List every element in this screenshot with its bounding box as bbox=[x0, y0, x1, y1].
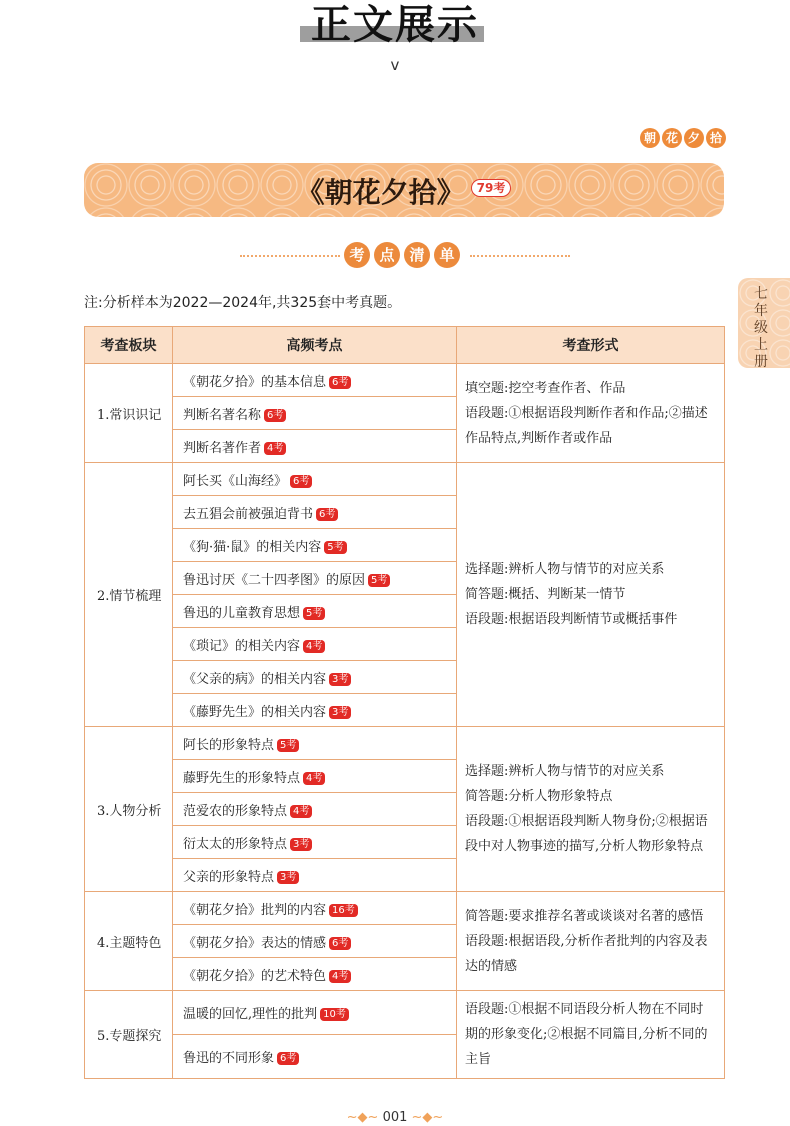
exam-point-cell bbox=[173, 463, 457, 496]
chevron-down-icon: v bbox=[390, 56, 400, 74]
section-heading-char: 单 bbox=[434, 242, 460, 268]
exam-form-line: 语段题:根据语段判断情节或概括事件 bbox=[465, 612, 678, 627]
exam-form-line: 选择题:辨析人物与情节的对应关系 bbox=[465, 562, 665, 577]
exam-form-cell bbox=[457, 991, 725, 1079]
exam-point-cell bbox=[173, 925, 457, 958]
table-row bbox=[85, 727, 725, 760]
exam-point-cell bbox=[173, 958, 457, 991]
exam-point-text: 《狗·猫·鼠》的相关内容 bbox=[183, 539, 322, 555]
exam-count-badge: 5考 bbox=[324, 541, 346, 554]
corner-tag-char: 拾 bbox=[706, 128, 726, 148]
exam-count-badge: 6考 bbox=[264, 409, 286, 422]
exam-point-cell bbox=[173, 892, 457, 925]
book-title: 《朝花夕拾》 bbox=[296, 176, 465, 209]
exam-form-line: 语段题:根据语段,分析作者批判的内容及表达的情感 bbox=[465, 933, 708, 974]
exam-form-cell bbox=[457, 364, 725, 463]
exam-count-badge: 4考 bbox=[264, 442, 286, 455]
banner-title bbox=[84, 171, 724, 211]
exam-point-text: 《父亲的病》的相关内容 bbox=[183, 671, 327, 687]
exam-point-cell bbox=[173, 793, 457, 826]
exam-form-line: 选择题:辨析人物与情节的对应关系 bbox=[465, 764, 665, 779]
exam-form-cell bbox=[457, 463, 725, 727]
exam-point-text: 藤野先生的形象特点 bbox=[183, 770, 301, 786]
exam-count-badge: 5考 bbox=[303, 607, 325, 620]
exam-form-line: 语段题:①根据语段判断作者和作品;②描述作品特点,判断作者或作品 bbox=[465, 405, 708, 446]
exam-form-line: 语段题:①根据语段判断人物身份;②根据语段中对人物事迹的描写,分析人物形象特点 bbox=[465, 814, 708, 854]
exam-point-text: 判断名著作者 bbox=[183, 440, 262, 456]
module-cell: 4.主题特色 bbox=[85, 892, 173, 991]
exam-point-text: 《藤野先生》的相关内容 bbox=[183, 704, 327, 720]
exam-point-cell bbox=[173, 727, 457, 760]
exam-form-cell bbox=[457, 727, 725, 892]
exam-count-badge: 79考 bbox=[471, 179, 512, 197]
exam-count-badge: 5考 bbox=[368, 574, 390, 587]
exam-count-badge: 16考 bbox=[329, 904, 358, 917]
exam-form-line: 简答题:要求推荐名著或谈谈对名著的感悟 bbox=[465, 908, 704, 924]
exam-count-badge: 4考 bbox=[290, 805, 312, 818]
table-row bbox=[85, 892, 725, 925]
exam-count-badge: 6考 bbox=[290, 475, 312, 488]
column-header-forms: 考查形式 bbox=[457, 327, 725, 364]
corner-book-tag bbox=[640, 128, 726, 148]
page-number: 001 bbox=[382, 1110, 408, 1125]
page-title bbox=[0, 0, 790, 50]
module-cell: 2.情节梳理 bbox=[85, 463, 173, 727]
side-tab-char: 七 bbox=[754, 286, 768, 302]
exam-point-text: 阿长的形象特点 bbox=[183, 737, 275, 753]
footer-ornament-icon: ~◆~ bbox=[346, 1110, 383, 1125]
section-heading-char: 清 bbox=[404, 242, 430, 268]
exam-point-text: 阿长买《山海经》 bbox=[183, 473, 288, 489]
exam-point-cell bbox=[173, 496, 457, 529]
table-row bbox=[85, 463, 725, 496]
section-heading bbox=[240, 242, 570, 270]
module-cell: 5.专题探究 bbox=[85, 991, 173, 1079]
column-header-module: 考查板块 bbox=[85, 327, 173, 364]
page-title-text: 正文展示 bbox=[311, 2, 479, 48]
section-heading-char: 考 bbox=[344, 242, 370, 268]
grade-side-tab-text bbox=[746, 278, 776, 371]
exam-count-badge: 6考 bbox=[277, 1052, 299, 1065]
exam-count-badge: 4考 bbox=[329, 970, 351, 983]
section-heading-chars bbox=[344, 242, 460, 268]
section-heading-char: 点 bbox=[374, 242, 400, 268]
exam-form-line: 填空题:挖空考查作者、作品 bbox=[465, 380, 626, 396]
exam-point-text: 鲁迅的不同形象 bbox=[183, 1051, 275, 1066]
column-header-points: 高频考点 bbox=[173, 327, 457, 364]
table-body bbox=[85, 364, 725, 1079]
exam-point-cell bbox=[173, 859, 457, 892]
exam-point-text: 去五猖会前被强迫背书 bbox=[183, 506, 314, 522]
exam-point-cell bbox=[173, 595, 457, 628]
exam-point-text: 衍太太的形象特点 bbox=[183, 836, 288, 852]
exam-count-badge: 6考 bbox=[329, 937, 351, 950]
side-tab-char: 年 bbox=[754, 303, 768, 319]
module-cell: 1.常识识记 bbox=[85, 364, 173, 463]
exam-point-cell bbox=[173, 562, 457, 595]
exam-count-badge: 4考 bbox=[303, 640, 325, 653]
corner-tag-char: 花 bbox=[662, 128, 682, 148]
exam-point-text: 《朝花夕拾》的艺术特色 bbox=[183, 968, 327, 984]
exam-point-text: 《朝花夕拾》表达的情感 bbox=[183, 935, 327, 951]
exam-point-cell bbox=[173, 991, 457, 1035]
module-cell: 3.人物分析 bbox=[85, 727, 173, 892]
exam-point-cell bbox=[173, 760, 457, 793]
exam-point-cell bbox=[173, 661, 457, 694]
exam-point-text: 温暖的回忆,理性的批判 bbox=[183, 1007, 318, 1022]
exam-points-table bbox=[84, 326, 725, 1079]
exam-count-badge: 3考 bbox=[277, 871, 299, 884]
side-tab-char: 册 bbox=[754, 354, 768, 370]
exam-count-badge: 3考 bbox=[329, 673, 351, 686]
exam-point-text: 《琐记》的相关内容 bbox=[183, 638, 301, 654]
exam-count-badge: 10考 bbox=[320, 1008, 349, 1021]
sample-note: 注:分析样本为2022—2024年,共325套中考真题。 bbox=[84, 295, 402, 311]
exam-count-badge: 3考 bbox=[329, 706, 351, 719]
exam-point-text: 鲁迅讨厌《二十四孝图》的原因 bbox=[183, 572, 366, 588]
corner-tag-char: 朝 bbox=[640, 128, 660, 148]
exam-point-text: 《朝花夕拾》的基本信息 bbox=[183, 374, 327, 390]
exam-point-cell bbox=[173, 529, 457, 562]
exam-form-line: 简答题:分析人物形象特点 bbox=[465, 789, 613, 804]
exam-point-cell bbox=[173, 397, 457, 430]
exam-point-text: 父亲的形象特点 bbox=[183, 869, 275, 885]
side-tab-char: 级 bbox=[754, 320, 768, 336]
exam-point-text: 《朝花夕拾》批判的内容 bbox=[183, 902, 327, 918]
table-row bbox=[85, 991, 725, 1035]
exam-form-line: 简答题:概括、判断某一情节 bbox=[465, 587, 626, 602]
exam-form-cell bbox=[457, 892, 725, 991]
book-title-banner bbox=[84, 163, 724, 217]
dotted-divider-left bbox=[240, 255, 340, 257]
exam-point-cell bbox=[173, 694, 457, 727]
footer-ornament-icon: ~◆~ bbox=[407, 1110, 444, 1125]
grade-side-tab bbox=[738, 278, 790, 368]
exam-form-line: 语段题:①根据不同语段分析人物在不同时期的形象变化;②根据不同篇目,分析不同的主旨 bbox=[465, 1002, 708, 1067]
exam-point-cell bbox=[173, 364, 457, 397]
exam-point-text: 鲁迅的儿童教育思想 bbox=[183, 605, 301, 621]
exam-point-cell bbox=[173, 826, 457, 859]
exam-point-cell bbox=[173, 628, 457, 661]
side-tab-char: 上 bbox=[754, 337, 768, 353]
exam-point-text: 判断名著名称 bbox=[183, 407, 262, 423]
exam-count-badge: 4考 bbox=[303, 772, 325, 785]
dotted-divider-right bbox=[470, 255, 570, 257]
corner-tag-char: 夕 bbox=[684, 128, 704, 148]
exam-count-badge: 3考 bbox=[290, 838, 312, 851]
page-footer bbox=[0, 1110, 790, 1125]
exam-count-badge: 6考 bbox=[329, 376, 351, 389]
exam-point-cell bbox=[173, 1035, 457, 1079]
exam-point-cell bbox=[173, 430, 457, 463]
table-row bbox=[85, 364, 725, 397]
exam-point-text: 范爱农的形象特点 bbox=[183, 803, 288, 819]
table-header-row bbox=[85, 327, 725, 364]
exam-count-badge: 5考 bbox=[277, 739, 299, 752]
exam-count-badge: 6考 bbox=[316, 508, 338, 521]
